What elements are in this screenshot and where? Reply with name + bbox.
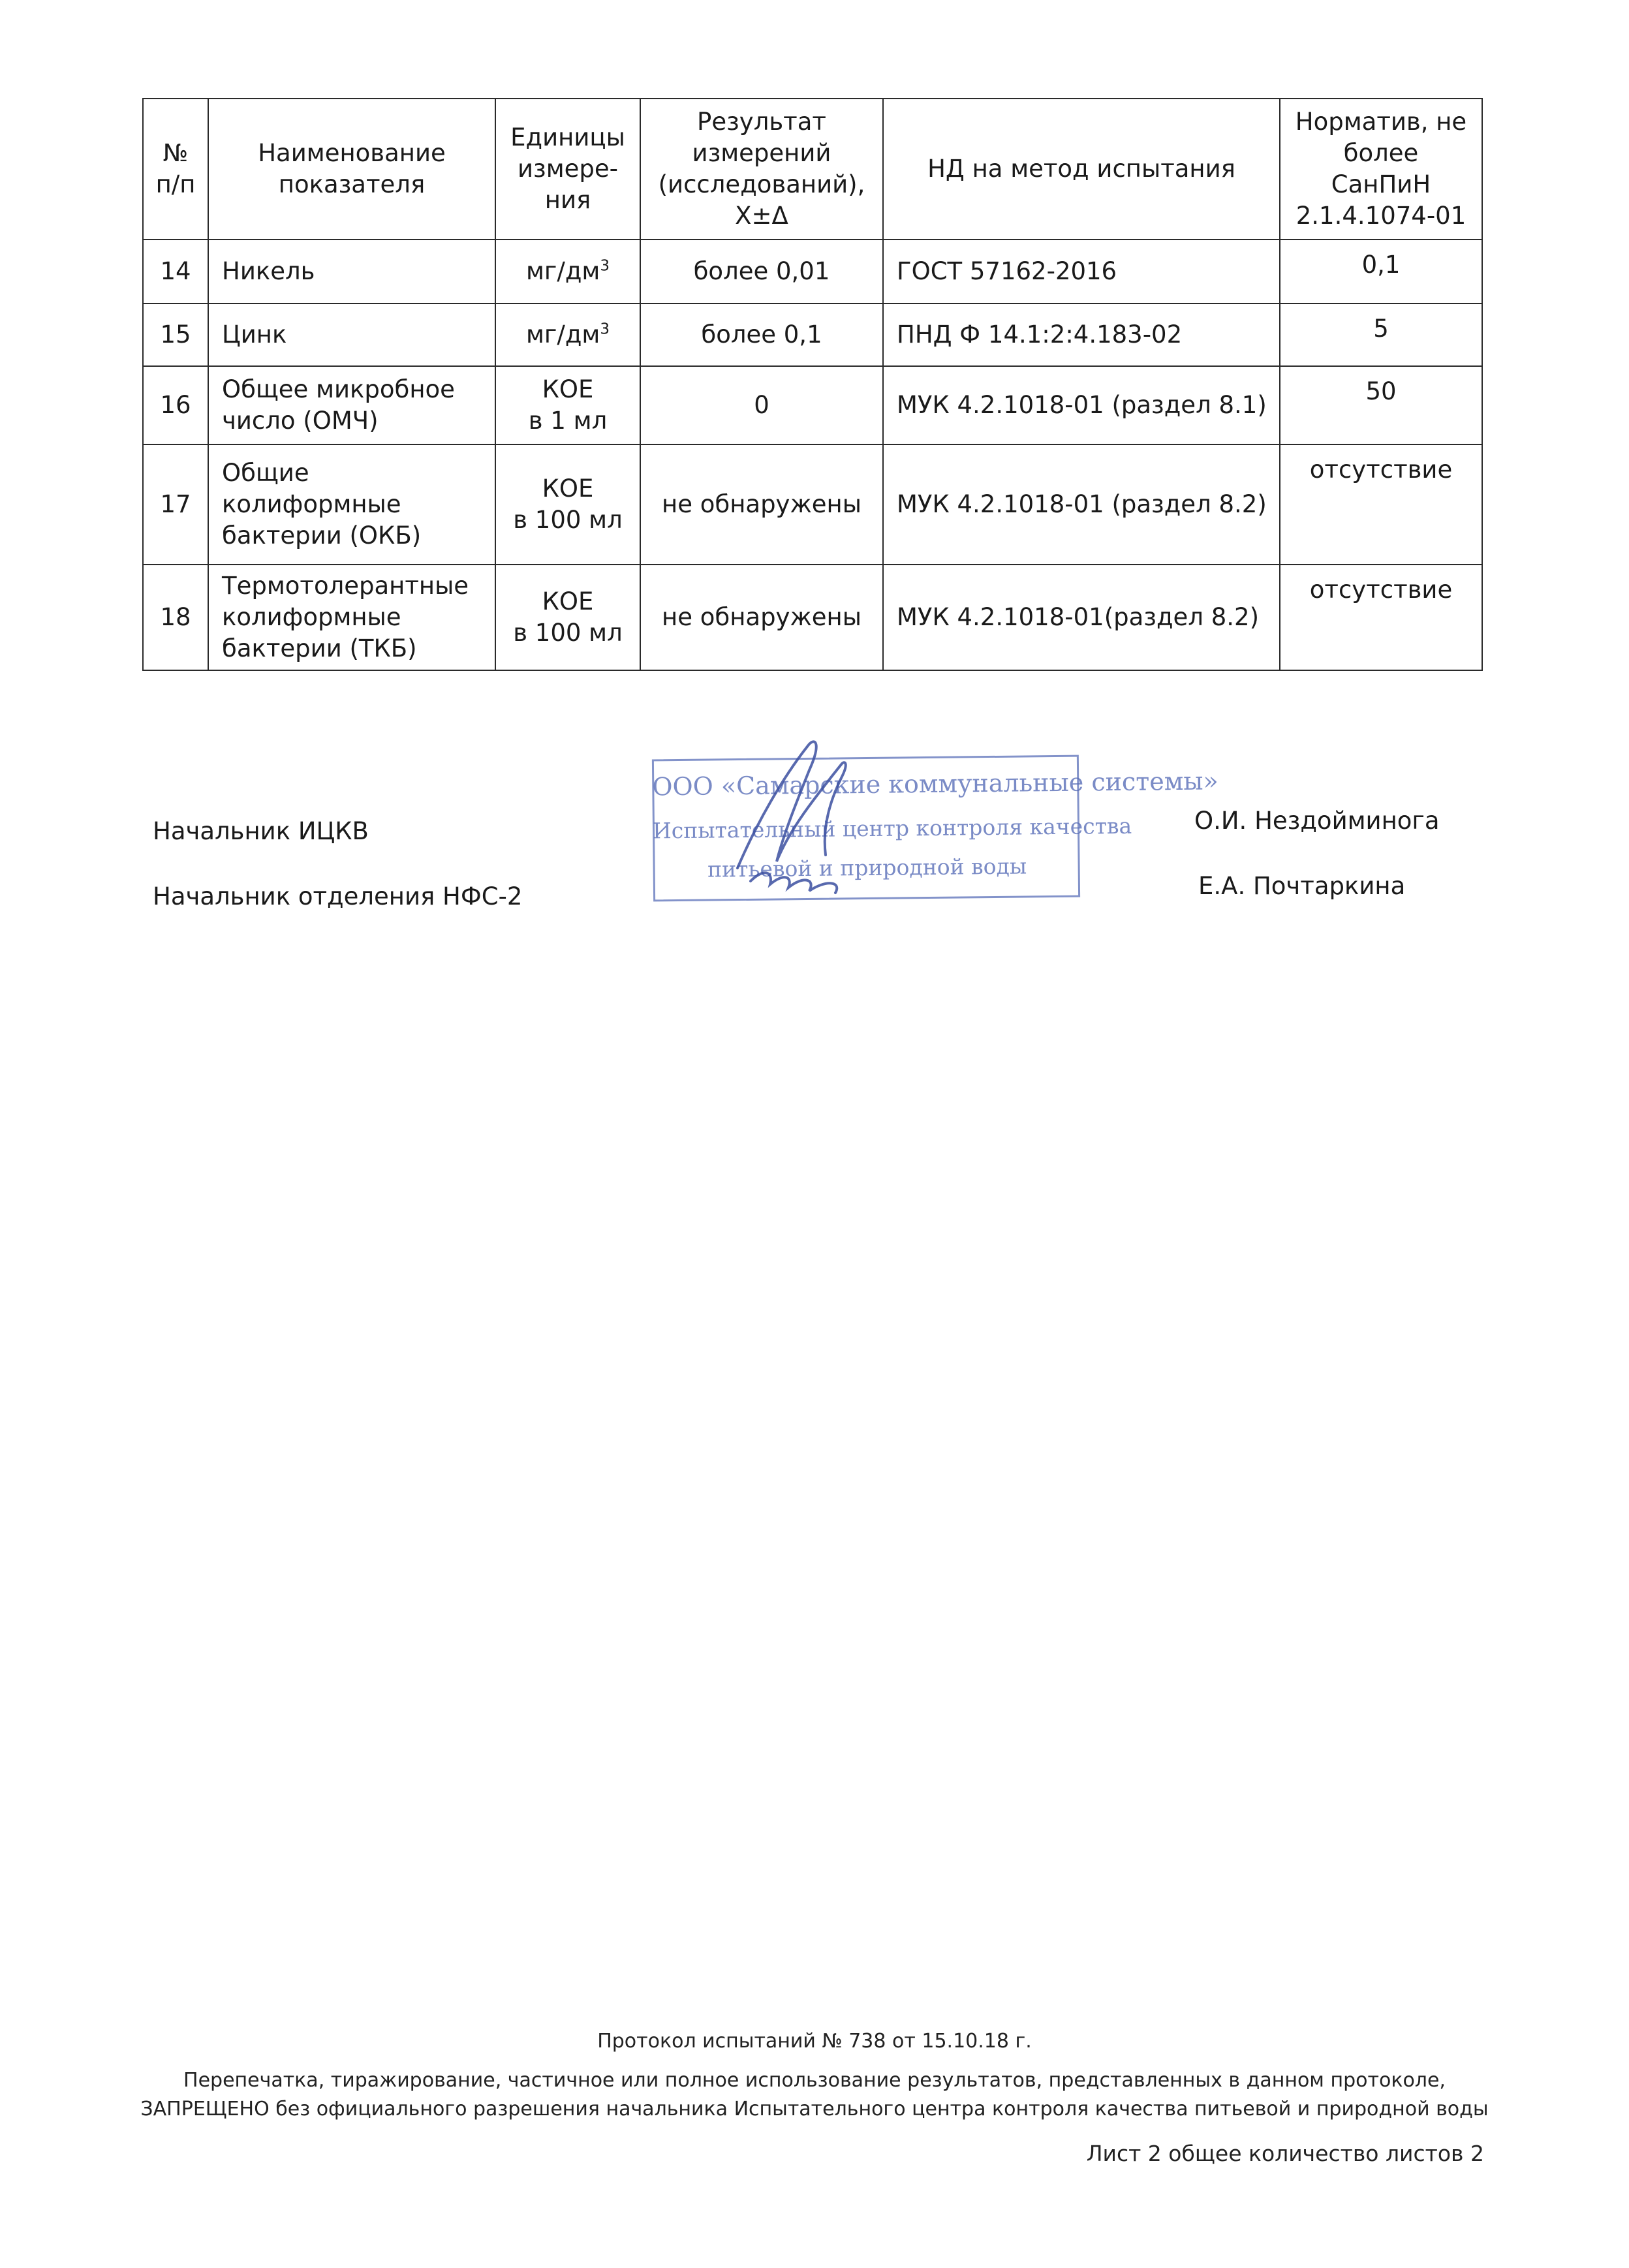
header-norm-line3: 2.1.4.1074-01 (1295, 202, 1466, 230)
row-number: 18 (143, 565, 208, 670)
row-norm: отсутствие (1280, 444, 1482, 565)
footer-warning-line-1: Перепечатка, тиражирование, частичное или полное использование результатов, представленных в данном протоколе, (183, 2069, 1446, 2092)
row-norm: 0,1 (1280, 240, 1482, 303)
row-unit (495, 240, 640, 303)
header-norm-line1: Норматив, не более (1295, 108, 1467, 167)
row-indicator-name: Общие колиформные бактерии (ОКБ) (208, 444, 495, 565)
row-test-method: МУК 4.2.1018-01 (раздел 8.2) (883, 444, 1280, 565)
header-test-method: НД на метод испытания (883, 99, 1280, 240)
stamp-line-1: ООО «Самарские коммунальные системы» (652, 766, 1218, 801)
row-number: 16 (143, 366, 208, 444)
row-unit (495, 303, 640, 366)
row-result: не обнаружены (640, 565, 883, 670)
row-test-method: ГОСТ 57162-2016 (883, 240, 1280, 303)
row-unit-line1: КОЕ (542, 474, 594, 503)
row-unit-text: мг/дм (526, 257, 600, 285)
row-unit-line2: в 100 мл (513, 506, 623, 534)
row-result: более 0,1 (640, 303, 883, 366)
table-row (143, 444, 1482, 565)
footer-protocol: Протокол испытаний № 738 от 15.10.18 г. (597, 2030, 1032, 2053)
row-norm: отсутствие (1280, 565, 1482, 670)
row-number: 14 (143, 240, 208, 303)
header-units: Единицы измере-ния (495, 99, 640, 240)
stamp-line-3: питьевой и природной воды (707, 853, 1027, 882)
header-norm (1280, 99, 1482, 240)
stamp-line-2: Испытательный центр контроля качества (652, 813, 1132, 844)
header-norm-line2: СанПиН (1331, 170, 1431, 198)
row-test-method: МУК 4.2.1018-01(раздел 8.2) (883, 565, 1280, 670)
row-indicator-name: Цинк (208, 303, 495, 366)
row-indicator-name: Общее микробное число (ОМЧ) (208, 366, 495, 444)
row-number: 17 (143, 444, 208, 565)
header-indicator-name: Наименование показателя (208, 99, 495, 240)
signer-role-head-of-center: Начальник ИЦКВ (153, 817, 369, 845)
row-result: не обнаружены (640, 444, 883, 565)
header-number: № п/п (143, 99, 208, 240)
signer-name-2: Е.А. Почтаркина (1198, 872, 1406, 900)
row-unit-superscript: 3 (600, 257, 610, 275)
row-test-method: ПНД Ф 14.1:2:4.183-02 (883, 303, 1280, 366)
table-row (143, 240, 1482, 303)
handwritten-signature (711, 724, 907, 907)
footer-warning-line-2: ЗАПРЕЩЕНО без официального разрешения начальника Испытательного центра контроля качества питьевой и природной воды (140, 2098, 1489, 2120)
table-header-row (143, 99, 1482, 240)
table-row (143, 366, 1482, 444)
row-unit-line2: в 100 мл (513, 619, 623, 647)
row-unit-line1: КОЕ (542, 587, 594, 615)
row-unit-superscript: 3 (600, 320, 610, 338)
header-result: Результат измерений (исследований), Х±Δ (640, 99, 883, 240)
row-result: 0 (640, 366, 883, 444)
results-table (142, 98, 1483, 671)
row-norm: 5 (1280, 303, 1482, 366)
row-unit-line2: в 1 мл (528, 407, 608, 435)
row-unit-text: мг/дм (526, 320, 600, 349)
table-row (143, 565, 1482, 670)
row-indicator-name: Термотолерантные колиформные бактерии (ТКБ) (208, 565, 495, 670)
row-unit-line1: КОЕ (542, 375, 594, 403)
row-unit (495, 366, 640, 444)
row-unit (495, 444, 640, 565)
row-number: 15 (143, 303, 208, 366)
row-result: более 0,01 (640, 240, 883, 303)
row-test-method: МУК 4.2.1018-01 (раздел 8.1) (883, 366, 1280, 444)
footer-sheet-counter: Лист 2 общее количество листов 2 (1086, 2141, 1484, 2166)
table-row (143, 303, 1482, 366)
row-indicator-name: Никель (208, 240, 495, 303)
signer-role-head-of-department: Начальник отделения НФС-2 (153, 882, 523, 910)
signer-name-1: О.И. Нездойминога (1194, 807, 1440, 835)
row-unit (495, 565, 640, 670)
row-norm: 50 (1280, 366, 1482, 444)
